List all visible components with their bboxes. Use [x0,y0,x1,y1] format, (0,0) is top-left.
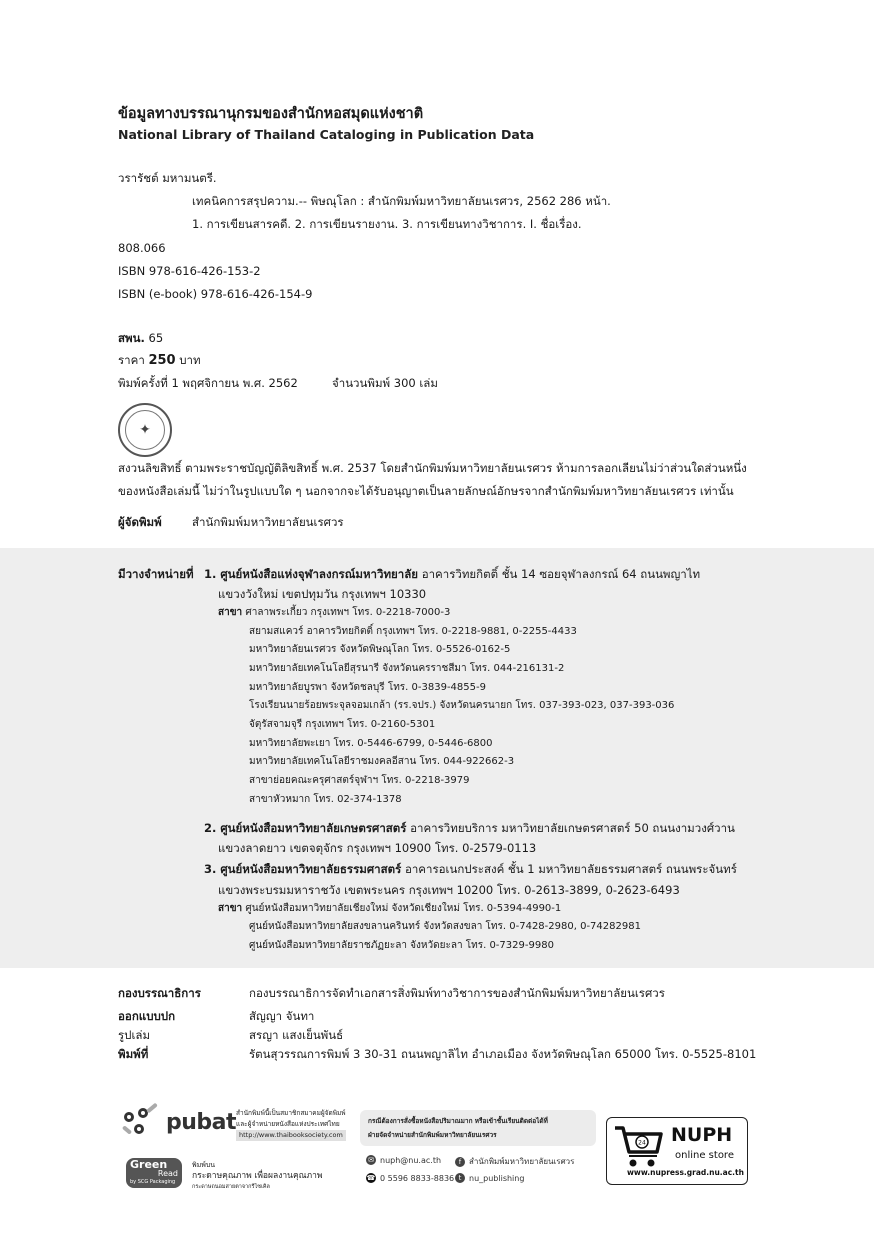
contact-phone[interactable] [366,1173,454,1183]
store-2-address-1: อาคารวิทยบริการ มหาวิทยาลัยเกษตรศาสตร์ 50 ถนนงามวงศ์วาน [410,821,735,835]
store-2-name: 2. ศูนย์หนังสือมหาวิทยาลัยเกษตรศาสตร์ [204,821,407,835]
bulk-order-line-2: ฝ่ายจัดจำหน่ายสำนักพิมพ์มหาวิทยาลัยนเรศวร [368,1131,497,1139]
nuph-url-link[interactable]: www.nupress.grad.nu.ac.th [627,1168,744,1177]
credit-layout-value: สรญา แสงเย็นพันธ์ [249,1028,344,1042]
branch-text: ศูนย์หนังสือมหาวิทยาลัยเชียงใหม่ จังหวัดเชียงใหม่ โทร. 0-5394-4990-1 [245,903,562,914]
green-read-logo-line-3: by SCG Packaging [130,1179,176,1185]
store-3-name: 3. ศูนย์หนังสือมหาวิทยาลัยธรรมศาสตร์ [204,862,402,876]
publication-code-value: 65 [148,331,164,345]
store-3-branch-0 [218,902,561,916]
bulk-order-line-1: กรณีต้องการสั่งซื้อหนังสือปริมาณมาก หรือเข้าชั้นเรียนติดต่อได้ที่ [368,1117,548,1125]
copyright-seal-logo [118,403,172,457]
green-read-logo [126,1158,182,1188]
publisher-label: ผู้จัดพิมพ์ [118,515,162,529]
bulk-order-notice [360,1110,596,1146]
store-1-branch-3: มหาวิทยาลัยเทคโนโลยีสุรนารี จังหวัดนครราชสีมา โทร. 044-216131-2 [249,663,565,674]
store-1-branch-7: มหาวิทยาลัยพะเยา โทร. 0-5446-6799, 0-5446-6800 [249,738,493,749]
publication-price [118,352,201,369]
store-3 [204,861,737,877]
credit-printer-value: รัตนสุวรรณการพิมพ์ 3 30-31 ถนนพญาลิไท อำเภอเมือง จังหวัดพิษณุโลก 65000 โทร. 0-5525-8101 [249,1047,757,1061]
nuph-title: NUPH [671,1124,733,1146]
store-1-branch-10: สาขาหัวหมาก โทร. 02-374-1378 [249,794,402,805]
contact-email-text: nuph@nu.ac.th [380,1155,442,1165]
contact-twitter[interactable] [455,1173,524,1183]
green-read-slogan: กระดาษคุณภาพ เพื่อผลงานคุณภาพ [192,1171,323,1181]
pubat-logo [122,1106,236,1138]
catalog-title-line: เทคนิคการสรุปความ.-- พิษณุโลก : สำนักพิมพ์มหาวิทยาลัยนเรศวร, 2562 286 หน้า. [192,194,611,208]
pubat-membership-text [236,1108,346,1141]
nuph-subtitle: online store [675,1150,734,1161]
pubat-brand: pubat [166,1109,237,1135]
copyright-line-2: ของหนังสือเล่มนี้ ไม่ว่าในรูปแบบใด ๆ นอกจากจะได้รับอนุญาตเป็นลายลักษณ์อักษรจากสำนักพิมพ์มหาวิทยาลัยนเรศวร เท่านั้น [118,484,734,498]
store-1-branch-4: มหาวิทยาลัยบูรพา จังหวัดชลบุรี โทร. 0-3839-4855-9 [249,682,486,693]
publication-copies: จำนวนพิมพ์ 300 เล่ม [332,376,438,390]
contact-email[interactable] [366,1155,441,1165]
store-1-branch-5: โรงเรียนนายร้อยพระจุลจอมเกล้า (รร.จปร.) จังหวัดนครนายก โทร. 037-393-023, 037-393-036 [249,700,675,711]
publication-code [118,330,163,346]
seal-emblem-icon: ✦ [125,410,165,450]
page-title-thai: ข้อมูลทางบรรณานุกรมของสำนักหอสมุดแห่งชาติ [118,106,424,122]
publication-code-label: สพน. [118,331,145,345]
store-3-address-1: อาคารอเนกประสงค์ ชั้น 1 มหาวิทยาลัยธรรมศาสตร์ ถนนพระจันทร์ [404,862,737,876]
credit-editorial-value: กองบรรณาธิการจัดทำเอกสารสิ่งพิมพ์ทางวิชาการของสำนักพิมพ์มหาวิทยาลัยนเรศวร [249,986,665,1000]
price-label: ราคา [118,353,145,367]
contact-twitter-text: nu_publishing [469,1173,525,1183]
store-3-branch-label: สาขา [218,903,243,914]
store-1-branch-0 [218,606,450,620]
store-1-branch-1: สยามสแควร์ อาคารวิทยกิตติ์ กรุงเทพฯ โทร. 0-2218-9881, 0-2255-4433 [249,626,577,637]
distribution-label: มีวางจำหน่ายที่ [118,567,194,581]
publication-edition: พิมพ์ครั้งที่ 1 พฤศจิกายน พ.ศ. 2562 [118,376,298,390]
catalog-subjects: 1. การเขียนสารคดี. 2. การเขียนรายงาน. 3. การเขียนทางวิชาการ. I. ชื่อเรื่อง. [192,217,582,231]
shopping-cart-icon [613,1124,665,1168]
green-read-text [192,1160,323,1193]
pubat-dots-icon [122,1106,160,1138]
store-2 [204,820,735,836]
store-1-address-1: อาคารวิทยกิตติ์ ชั้น 14 ซอยจุฬาลงกรณ์ 64 ถนนพญาไท [421,567,701,581]
store-1-branch-6: จัตุรัสจามจุรี กรุงเทพฯ โทร. 0-2160-5301 [249,719,436,730]
store-1-name: 1. ศูนย์หนังสือแห่งจุฬาลงกรณ์มหาวิทยาลัย [204,567,419,581]
store-1-branch-8: มหาวิทยาลัยเทคโนโลยีราชมงคลอีสาน โทร. 044-922662-3 [249,756,515,767]
pubat-line-1: สำนักพิมพ์นี้เป็นสมาชิกสมาคมผู้จัดพิมพ์ [236,1109,346,1117]
green-read-printed-on: พิมพ์บน [192,1161,216,1169]
contact-facebook[interactable] [455,1155,574,1168]
phone-icon: ☎ [366,1174,376,1182]
store-1 [204,566,700,582]
credit-cover-value: สัญญา จันทา [249,1009,315,1023]
cart-24-badge: 24 [638,1139,646,1147]
copyright-line-1: สงวนลิขสิทธิ์ ตามพระราชบัญญัติลิขสิทธิ์ พ.ศ. 2537 โดยสำนักพิมพ์มหาวิทยาลัยนเรศวร ห้ามการลอกเลียนไม่ว่าส่วนใดส่วนหนึ่ง [118,461,747,475]
store-3-branch-2: ศูนย์หนังสือมหาวิทยาลัยราชภัฏยะลา จังหวัดยะลา โทร. 0-7329-9980 [249,940,554,951]
credit-cover-label: ออกแบบปก [118,1009,176,1023]
store-1-branch-label: สาขา [218,607,243,618]
green-read-sub: กระดาษถนอมสายตาจากรีไซเคิล [192,1184,270,1190]
contact-facebook-text: สำนักพิมพ์มหาวิทยาลัยนเรศวร [469,1157,575,1166]
store-1-branch-2: มหาวิทยาลัยนเรศวร จังหวัดพิษณุโลก โทร. 0-5526-0162-5 [249,644,511,655]
credit-editorial-label: กองบรรณาธิการ [118,986,201,1000]
credit-printer-label: พิมพ์ที่ [118,1047,149,1061]
catalog-isbn: ISBN 978-616-426-153-2 [118,264,261,278]
page-title-english: National Library of Thailand Cataloging in Publication Data [118,127,535,142]
publisher-value: สำนักพิมพ์มหาวิทยาลัยนเรศวร [192,515,344,529]
catalog-author: วรารัชต์ มหามนตรี. [118,171,217,185]
price-value: 250 [148,353,176,368]
pubat-line-2: และผู้จำหน่ายหนังสือแห่งประเทศไทย [236,1120,340,1128]
nuph-online-store-badge[interactable] [606,1117,748,1185]
price-unit: บาท [179,353,201,367]
green-read-logo-line-1: Green [130,1158,168,1171]
store-1-branch-9: สาขาย่อยคณะครุศาสตร์จุฬาฯ โทร. 0-2218-3979 [249,775,470,786]
store-3-branch-1: ศูนย์หนังสือมหาวิทยาลัยสงขลานครินทร์ จังหวัดสงขลา โทร. 0-7428-2980, 0-74282981 [249,921,641,932]
twitter-icon: t [455,1173,465,1183]
facebook-icon: f [455,1157,465,1167]
catalog-isbn-ebook: ISBN (e-book) 978-616-426-154-9 [118,287,313,301]
branch-text: ศาลาพระเกี้ยว กรุงเทพฯ โทร. 0-2218-7000-3 [245,607,451,618]
green-read-logo-line-2: Read [157,1169,178,1178]
catalog-classification: 808.066 [118,241,166,255]
store-1-address-2: แขวงวังใหม่ เขตปทุมวัน กรุงเทพฯ 10330 [218,587,427,601]
pubat-url-link[interactable]: http://www.thaibooksociety.com [236,1130,346,1141]
contact-phone-text: 0 5596 8833-8836 [380,1173,455,1183]
store-2-address-2: แขวงลาดยาว เขตจตุจักร กรุงเทพฯ 10900 โทร. 0-2579-0113 [218,841,537,855]
store-3-address-2: แขวงพระบรมมหาราชวัง เขตพระนคร กรุงเทพฯ 10200 โทร. 0-2613-3899, 0-2623-6493 [218,883,680,897]
email-icon: ✉ [366,1155,376,1165]
credit-layout-label: รูปเล่ม [118,1028,151,1042]
